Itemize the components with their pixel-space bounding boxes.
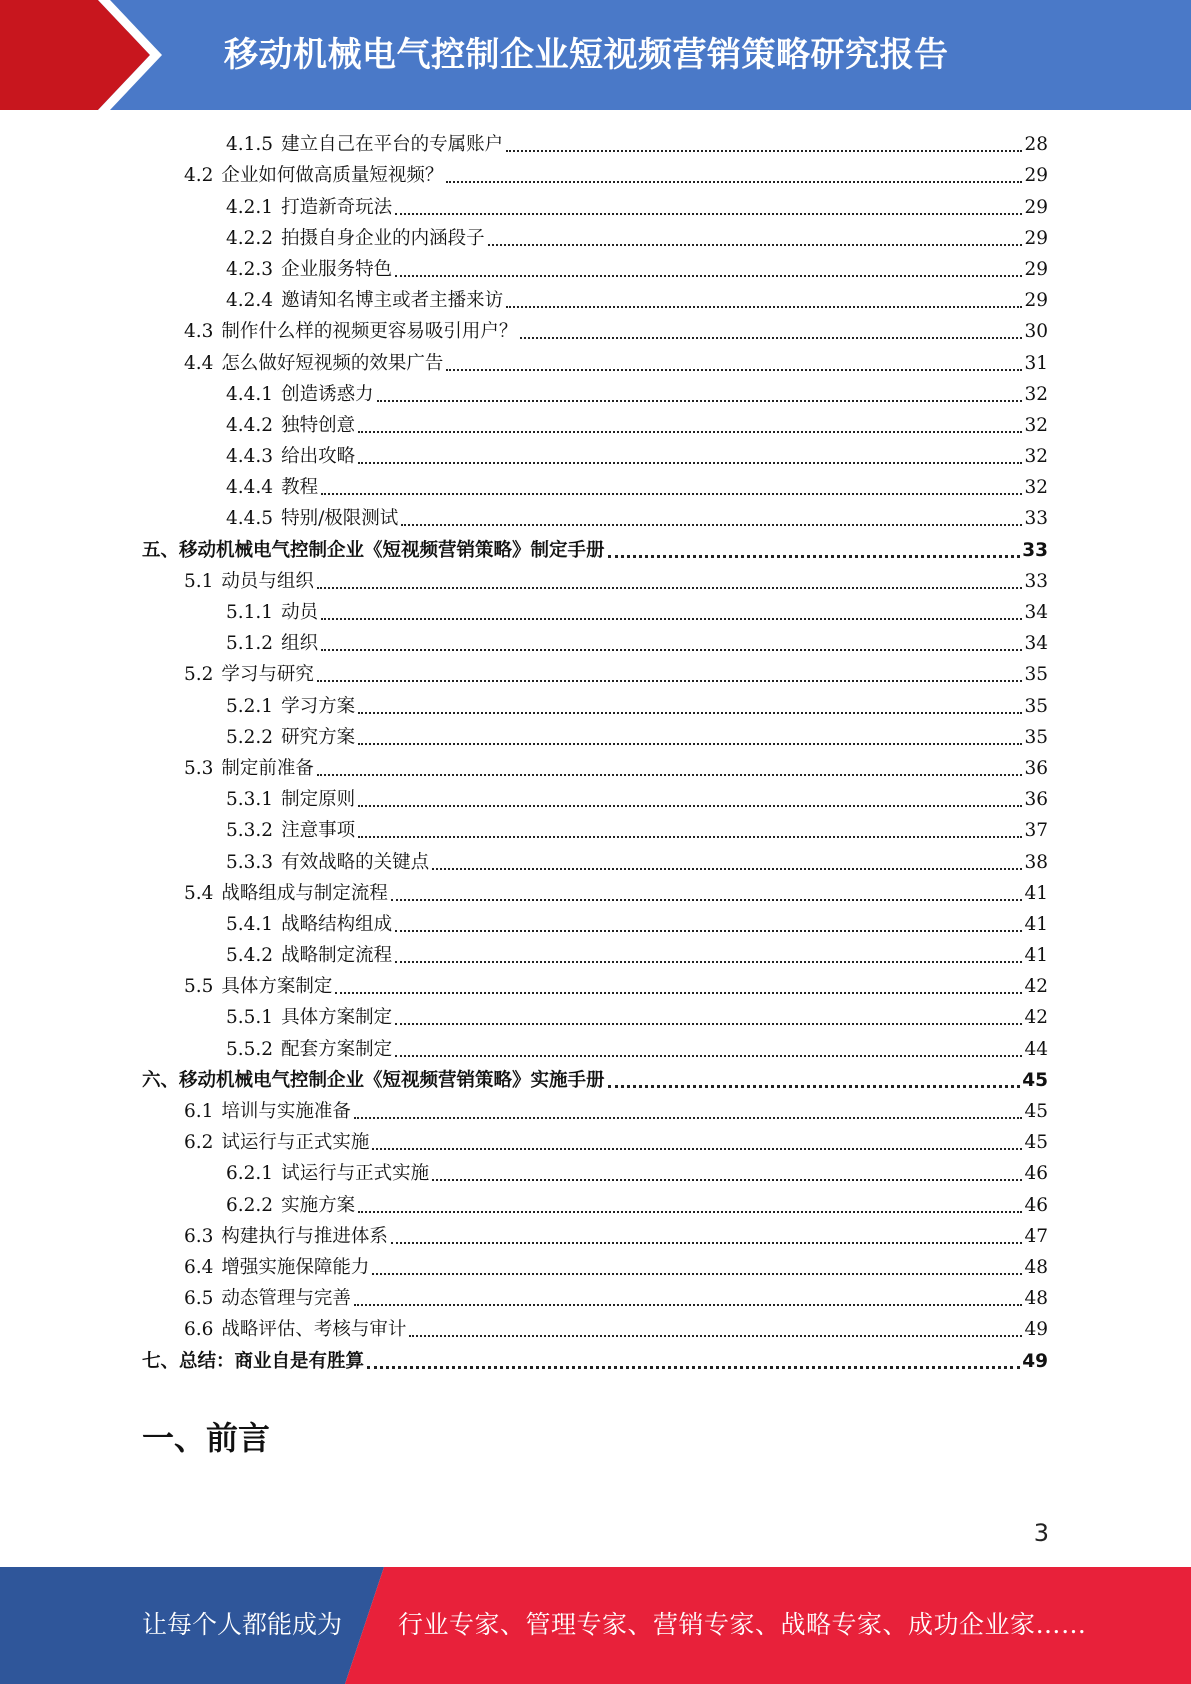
section-heading: 一、前言 [142, 1419, 271, 1457]
toc-entry-page: 32 [1024, 477, 1048, 499]
toc-entry[interactable] [142, 1156, 1048, 1187]
toc-entry-number: 5.1.2 [226, 633, 274, 655]
toc-entry-number: 5.4.2 [226, 945, 274, 967]
toc-entry-number: 5.1.1 [226, 602, 274, 623]
toc-entry-title: 注意事项 [281, 820, 356, 842]
toc-entry-page: 45 [1024, 1132, 1048, 1154]
toc-entry-page: 45 [1022, 1069, 1048, 1091]
toc-entry-number: 5.4.1 [226, 913, 274, 935]
toc-chapter-entry[interactable] [142, 1343, 1048, 1374]
toc-entry-number: 5.3 [184, 757, 214, 779]
toc-dot-leader [506, 150, 1022, 152]
toc-entry-page: 29 [1024, 227, 1048, 249]
toc-dot-leader [372, 1273, 1022, 1275]
toc-entry-title: 打造新奇玩法 [281, 196, 393, 218]
toc-entry-page: 41 [1024, 882, 1048, 904]
toc-entry-title: 学习与研究 [221, 664, 314, 686]
toc-entry-page: 41 [1024, 945, 1048, 967]
toc-entry[interactable] [142, 345, 1048, 376]
toc-dot-leader [391, 1242, 1023, 1244]
toc-entry-page: 41 [1024, 913, 1048, 935]
toc-entry-page: 36 [1024, 757, 1048, 779]
toc-entry-page: 32 [1024, 414, 1048, 436]
toc-entry-number: 4.4.2 [226, 414, 274, 436]
toc-entry-number: 5.2 [184, 664, 214, 686]
toc-dot-leader [317, 680, 1023, 682]
toc-dot-leader [358, 1211, 1022, 1213]
toc-entry[interactable] [142, 626, 1048, 657]
toc-entry-page: 37 [1024, 820, 1048, 842]
toc-entry[interactable] [142, 938, 1048, 969]
toc-entry-number: 6.5 [184, 1288, 214, 1310]
toc-dot-leader [395, 930, 1022, 932]
page-number: 3 [1033, 1519, 1049, 1547]
toc-entry[interactable] [142, 252, 1048, 283]
toc-entry[interactable] [142, 688, 1048, 719]
toc-entry-title: 构建执行与推进体系 [221, 1225, 388, 1247]
toc-entry-title: 培训与实施准备 [221, 1101, 351, 1122]
toc-entry-title: 具体方案制定 [281, 1007, 393, 1029]
toc-entry-number: 5.1 [184, 570, 214, 592]
toc-entry-page: 42 [1024, 976, 1048, 998]
toc-entry-page: 33 [1022, 539, 1048, 561]
toc-entry[interactable] [142, 1219, 1048, 1250]
toc-entry[interactable] [142, 907, 1048, 938]
toc-entry-title: 动员与组织 [221, 570, 314, 592]
toc-dot-leader [335, 992, 1022, 994]
toc-entry-page: 44 [1024, 1038, 1048, 1060]
toc-entry-title: 战略结构组成 [281, 913, 393, 935]
toc-entry-title: 创造诱惑力 [281, 383, 374, 405]
toc-dot-leader [377, 400, 1023, 402]
toc-dot-leader [372, 1148, 1022, 1150]
toc-entry-title: 邀请知名博主或者主播来访 [281, 290, 504, 312]
toc-entry-title: 配套方案制定 [281, 1038, 393, 1060]
toc-entry-title: 增强实施保障能力 [221, 1256, 370, 1278]
toc-chapter-entry[interactable] [142, 532, 1048, 563]
toc-entry-page: 33 [1024, 570, 1048, 592]
toc-entry-page: 45 [1024, 1101, 1048, 1122]
toc-entry[interactable] [142, 501, 1048, 532]
toc-entry-title: 移动机械电气控制企业《短视频营销策略》实施手册 [179, 1069, 605, 1091]
toc-entry[interactable] [142, 1125, 1048, 1156]
toc-entry-number: 5.2.1 [226, 695, 274, 717]
toc-entry-page: 32 [1024, 446, 1048, 468]
toc-dot-leader [401, 524, 1022, 526]
toc-entry-page: 33 [1024, 508, 1048, 530]
toc-dot-leader [317, 774, 1023, 776]
toc-entry-number: 5.5.2 [226, 1038, 274, 1060]
toc-chapter-entry[interactable] [142, 1063, 1048, 1094]
toc-entry[interactable] [142, 876, 1048, 907]
toc-entry-title: 战略评估、考核与审计 [221, 1319, 407, 1341]
toc-entry-number: 4.4.3 [226, 446, 274, 468]
toc-entry-number: 4.4 [184, 352, 214, 374]
toc-dot-leader [432, 1179, 1022, 1181]
toc-entry-page: 30 [1024, 321, 1048, 343]
toc-entry[interactable] [142, 470, 1048, 501]
toc-entry-page: 49 [1024, 1319, 1048, 1341]
toc-dot-leader [321, 618, 1022, 620]
toc-entry-title: 建立自己在平台的专属账户 [281, 134, 504, 156]
footer-slogan-left: 让每个人都能成为 [142, 1610, 343, 1639]
toc-entry-title: 制作什么样的视频更容易吸引用户？ [221, 321, 518, 343]
toc-entry-title: 拍摄自身企业的内涵段子 [281, 227, 485, 249]
toc-entry[interactable] [142, 1250, 1048, 1281]
toc-dot-leader [358, 805, 1022, 807]
table-of-contents [142, 127, 1048, 1375]
toc-entry-page: 47 [1024, 1225, 1048, 1247]
toc-dot-leader [409, 1335, 1022, 1337]
toc-entry[interactable] [142, 158, 1048, 189]
toc-entry[interactable] [142, 1000, 1048, 1031]
toc-entry-number: 6.1 [184, 1101, 214, 1122]
toc-entry-title: 移动机械电气控制企业《短视频营销策略》制定手册 [179, 539, 605, 561]
toc-entry-page: 42 [1024, 1007, 1048, 1029]
toc-dot-leader [358, 743, 1022, 745]
toc-entry-page: 35 [1024, 664, 1048, 686]
toc-entry-number: 6.2.1 [226, 1163, 274, 1185]
toc-entry-page: 34 [1024, 602, 1048, 623]
toc-entry-page: 31 [1024, 352, 1048, 374]
toc-entry[interactable] [142, 189, 1048, 220]
toc-entry-number: 5.3.1 [226, 789, 274, 811]
toc-dot-leader [446, 181, 1022, 183]
toc-entry[interactable] [142, 564, 1048, 595]
toc-entry-number: 6.4 [184, 1256, 214, 1278]
toc-dot-leader [354, 1117, 1023, 1119]
toc-entry-title: 独特创意 [281, 414, 356, 436]
toc-entry-number: 4.4.5 [226, 508, 274, 530]
toc-dot-leader [354, 1304, 1023, 1306]
toc-entry[interactable] [142, 221, 1048, 252]
toc-entry-page: 48 [1024, 1256, 1048, 1278]
toc-entry-page: 46 [1024, 1194, 1048, 1216]
toc-entry-number: 4.2.1 [226, 196, 274, 218]
toc-entry-page: 29 [1024, 258, 1048, 280]
toc-entry-title: 总结：商业自是有胜算 [179, 1350, 365, 1372]
toc-entry-number: 4.2.3 [226, 258, 274, 280]
toc-entry-number: 4.3 [184, 321, 214, 343]
toc-entry-number: 5.5.1 [226, 1007, 274, 1029]
toc-entry-page: 35 [1024, 695, 1048, 717]
toc-entry[interactable] [142, 1187, 1048, 1218]
toc-entry-number: 5.3.3 [226, 851, 274, 873]
toc-entry-number: 5.2.2 [226, 726, 274, 748]
toc-entry[interactable] [142, 408, 1048, 439]
toc-entry-title: 试运行与正式实施 [281, 1163, 430, 1185]
toc-entry-number: 五、 [142, 539, 180, 561]
toc-entry-page: 35 [1024, 726, 1048, 748]
toc-entry-title: 企业如何做高质量短视频？ [221, 165, 444, 187]
toc-entry-number: 5.4 [184, 882, 214, 904]
toc-entry[interactable] [142, 1312, 1048, 1343]
toc-dot-leader [446, 369, 1022, 371]
toc-entry[interactable] [142, 1094, 1048, 1125]
footer-banner [0, 1567, 1191, 1684]
toc-entry-number: 6.6 [184, 1319, 214, 1341]
header-bar [0, 0, 1191, 110]
toc-dot-leader [391, 899, 1023, 901]
toc-entry-title: 动态管理与完善 [221, 1288, 351, 1310]
toc-entry-number: 4.2.4 [226, 290, 274, 312]
toc-entry-number: 6.2.2 [226, 1194, 274, 1216]
toc-entry-number: 6.2 [184, 1132, 214, 1154]
toc-entry-title: 学习方案 [281, 695, 356, 717]
toc-entry-page: 29 [1024, 165, 1048, 187]
toc-entry-page: 34 [1024, 633, 1048, 655]
toc-dot-leader [608, 555, 1021, 558]
toc-dot-leader [432, 868, 1022, 870]
toc-dot-leader [358, 462, 1022, 464]
toc-dot-leader [395, 961, 1022, 963]
toc-entry-number: 6.3 [184, 1225, 214, 1247]
toc-dot-leader [488, 244, 1023, 246]
toc-entry-number: 4.2.2 [226, 227, 274, 249]
toc-entry-title: 动员 [281, 602, 319, 623]
toc-entry-number: 4.4.4 [226, 477, 274, 499]
toc-entry-title: 战略制定流程 [281, 945, 393, 967]
toc-entry[interactable] [142, 439, 1048, 470]
toc-entry-page: 29 [1024, 196, 1048, 218]
toc-dot-leader [395, 213, 1022, 215]
toc-entry-page: 32 [1024, 383, 1048, 405]
toc-entry-title: 给出攻略 [281, 446, 356, 468]
toc-entry-number: 4.2 [184, 165, 214, 187]
toc-entry[interactable] [142, 1031, 1048, 1062]
toc-entry-title: 怎么做好短视频的效果广告 [221, 352, 444, 374]
toc-entry[interactable] [142, 1281, 1048, 1312]
toc-entry-title: 制定原则 [281, 789, 356, 811]
toc-dot-leader [358, 431, 1022, 433]
toc-entry-title: 具体方案制定 [221, 976, 333, 998]
report-title: 移动机械电气控制企业短视频营销策略研究报告 [224, 35, 949, 75]
toc-entry-title: 特别/极限测试 [281, 508, 399, 530]
toc-entry-number: 4.1.5 [226, 134, 274, 156]
toc-entry-number: 六、 [142, 1069, 180, 1091]
toc-entry-number: 5.3.2 [226, 820, 274, 842]
toc-entry[interactable] [142, 720, 1048, 751]
toc-entry-number: 5.5 [184, 976, 214, 998]
toc-entry-page: 29 [1024, 290, 1048, 312]
toc-entry-title: 企业服务特色 [281, 258, 393, 280]
toc-dot-leader [367, 1366, 1020, 1369]
toc-dot-leader [520, 337, 1022, 339]
toc-entry[interactable] [142, 782, 1048, 813]
toc-dot-leader [321, 649, 1022, 651]
toc-entry[interactable] [142, 314, 1048, 345]
toc-dot-leader [395, 275, 1022, 277]
toc-dot-leader [317, 587, 1023, 589]
toc-dot-leader [506, 306, 1022, 308]
toc-dot-leader [608, 1085, 1021, 1088]
toc-entry-title: 实施方案 [281, 1194, 356, 1216]
toc-entry-number: 4.4.1 [226, 383, 274, 405]
chevron-red-shape [0, 0, 150, 110]
toc-entry[interactable] [142, 969, 1048, 1000]
toc-entry[interactable] [142, 283, 1048, 314]
toc-dot-leader [395, 1055, 1022, 1057]
toc-entry-title: 组织 [281, 633, 319, 655]
toc-entry[interactable] [142, 813, 1048, 844]
toc-entry-page: 28 [1024, 134, 1048, 156]
toc-entry-title: 教程 [281, 477, 319, 499]
toc-entry-page: 38 [1024, 851, 1048, 873]
toc-dot-leader [358, 836, 1022, 838]
toc-entry-title: 试运行与正式实施 [221, 1132, 370, 1154]
toc-entry-title: 战略组成与制定流程 [221, 882, 388, 904]
header-chevron-decoration [0, 0, 170, 110]
toc-entry-title: 有效战略的关键点 [281, 851, 430, 873]
toc-entry[interactable] [142, 377, 1048, 408]
toc-entry-page: 48 [1024, 1288, 1048, 1310]
toc-entry-page: 46 [1024, 1163, 1048, 1185]
toc-entry-title: 制定前准备 [221, 757, 314, 779]
toc-entry[interactable] [142, 751, 1048, 782]
toc-entry-title: 研究方案 [281, 726, 356, 748]
toc-dot-leader [321, 493, 1022, 495]
toc-entry-number: 七、 [142, 1350, 180, 1372]
toc-dot-leader [395, 1023, 1022, 1025]
toc-entry-page: 36 [1024, 789, 1048, 811]
footer-slogan-right: 行业专家、管理专家、营销专家、战略专家、成功企业家…… [398, 1610, 1087, 1639]
toc-entry-page: 49 [1022, 1350, 1048, 1372]
toc-entry[interactable] [142, 657, 1048, 688]
toc-entry[interactable] [142, 595, 1048, 626]
toc-entry[interactable] [142, 844, 1048, 875]
toc-dot-leader [358, 712, 1022, 714]
toc-entry[interactable] [142, 127, 1048, 158]
